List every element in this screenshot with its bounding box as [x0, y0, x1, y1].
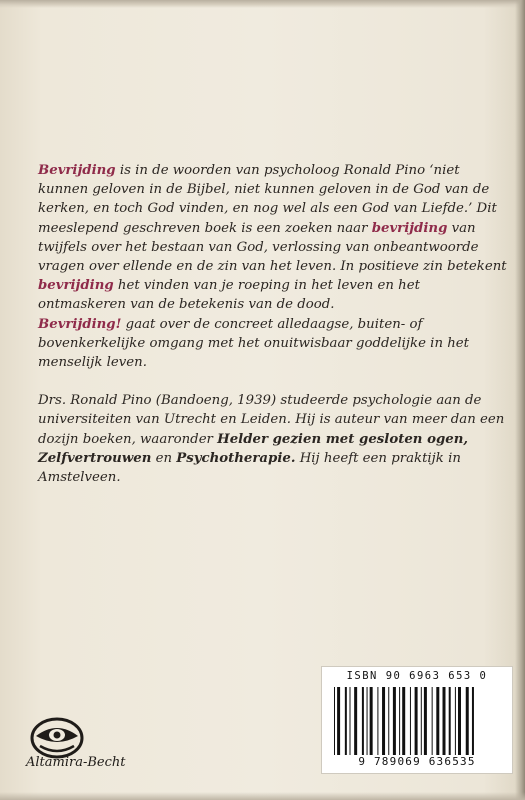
- highlight-word: Bevrijding: [38, 163, 116, 178]
- blurb-text: is in de woorden van psycholoog Ronald Pino ‘niet kunnen geloven in de Bijbel, niet kunnen geloven in de God van de kerken, en toch God vinden, en nog wel als een God van Liefde.’ Dit meeslepend geschreven boek is een zoeken naar: [38, 163, 497, 236]
- barcode-bar: [410, 687, 411, 757]
- blurb-text: van twijfels over het bestaan van God, verlossing van onbeantwoorde vragen over ellende en de zin van het leven. In positieve zin betekent: [38, 220, 507, 275]
- blurb-text: gaat over de concreet alledaagse, buiten- of bovenkerkelijke omgang met het onuitwisbaar goddelijke in het menselijk leven.: [38, 316, 470, 371]
- highlight-word: Bevrijding!: [38, 316, 122, 332]
- book-title: Psychotherapie.: [176, 450, 296, 466]
- highlight-word: bevrijding: [38, 278, 114, 294]
- cover-spine-edge: [515, 0, 525, 800]
- blurb-paragraph-book: [38, 161, 508, 372]
- publisher-name: Altamira-Becht: [26, 755, 126, 770]
- barcode-bar: [350, 687, 351, 757]
- blurb-text: het vinden van je roeping in het leven en het ontmaskeren van de betekenis van de dood.: [38, 278, 420, 313]
- barcode-bar: [432, 687, 433, 757]
- author-text: Drs. Ronald Pino (Bandoeng, 1939) studeerde psychologie aan de universiteiten van Utrecht en Leiden. Hij is auteur van meer dan een dozijn boeken, waaronder: [38, 393, 505, 447]
- eye-in-circle-logo-icon: [28, 712, 86, 760]
- cover-bottom-edge: [0, 792, 525, 800]
- barcode-bar: [345, 687, 347, 757]
- barcode-bar: [377, 687, 378, 757]
- highlight-word: bevrijding: [371, 220, 448, 236]
- barcode-bar: [382, 687, 385, 757]
- barcode-bar: [370, 687, 373, 757]
- barcode-bar: [458, 687, 461, 757]
- book-titles: Helder gezien met gesloten ogen, Zelfvertrouwen: [38, 431, 469, 466]
- barcode-bar: [443, 687, 446, 757]
- author-text: Hij heeft een praktijk in Amstelveen.: [38, 450, 461, 486]
- blurb-paragraph-author: [38, 391, 508, 487]
- barcode-bar: [399, 687, 400, 757]
- isbn-barcode: [321, 666, 513, 774]
- barcode-bar: [393, 687, 396, 757]
- author-text: en: [151, 450, 177, 466]
- barcode-bar: [388, 687, 389, 757]
- barcode-bar: [421, 687, 422, 757]
- barcode-bar: [415, 687, 418, 757]
- barcode-bar: [367, 687, 368, 757]
- barcode-bar: [334, 687, 335, 757]
- cover-top-edge: [0, 0, 525, 8]
- barcode-bar: [466, 687, 469, 757]
- barcode-bars: [332, 687, 504, 757]
- barcode-bar: [472, 687, 474, 757]
- barcode-bar: [362, 687, 364, 757]
- back-cover-blurb: [38, 161, 508, 487]
- barcode-bar: [354, 687, 357, 757]
- barcode-bar: [436, 687, 439, 757]
- barcode-bar: [424, 687, 427, 757]
- barcode-bar: [449, 687, 451, 757]
- isbn-number: ISBN 90 6963 653 0: [346, 670, 488, 682]
- ean-number: 9 789069 636535: [322, 755, 512, 768]
- barcode-bar: [337, 687, 340, 757]
- barcode-bar: [402, 687, 405, 757]
- barcode-bar: [455, 687, 456, 757]
